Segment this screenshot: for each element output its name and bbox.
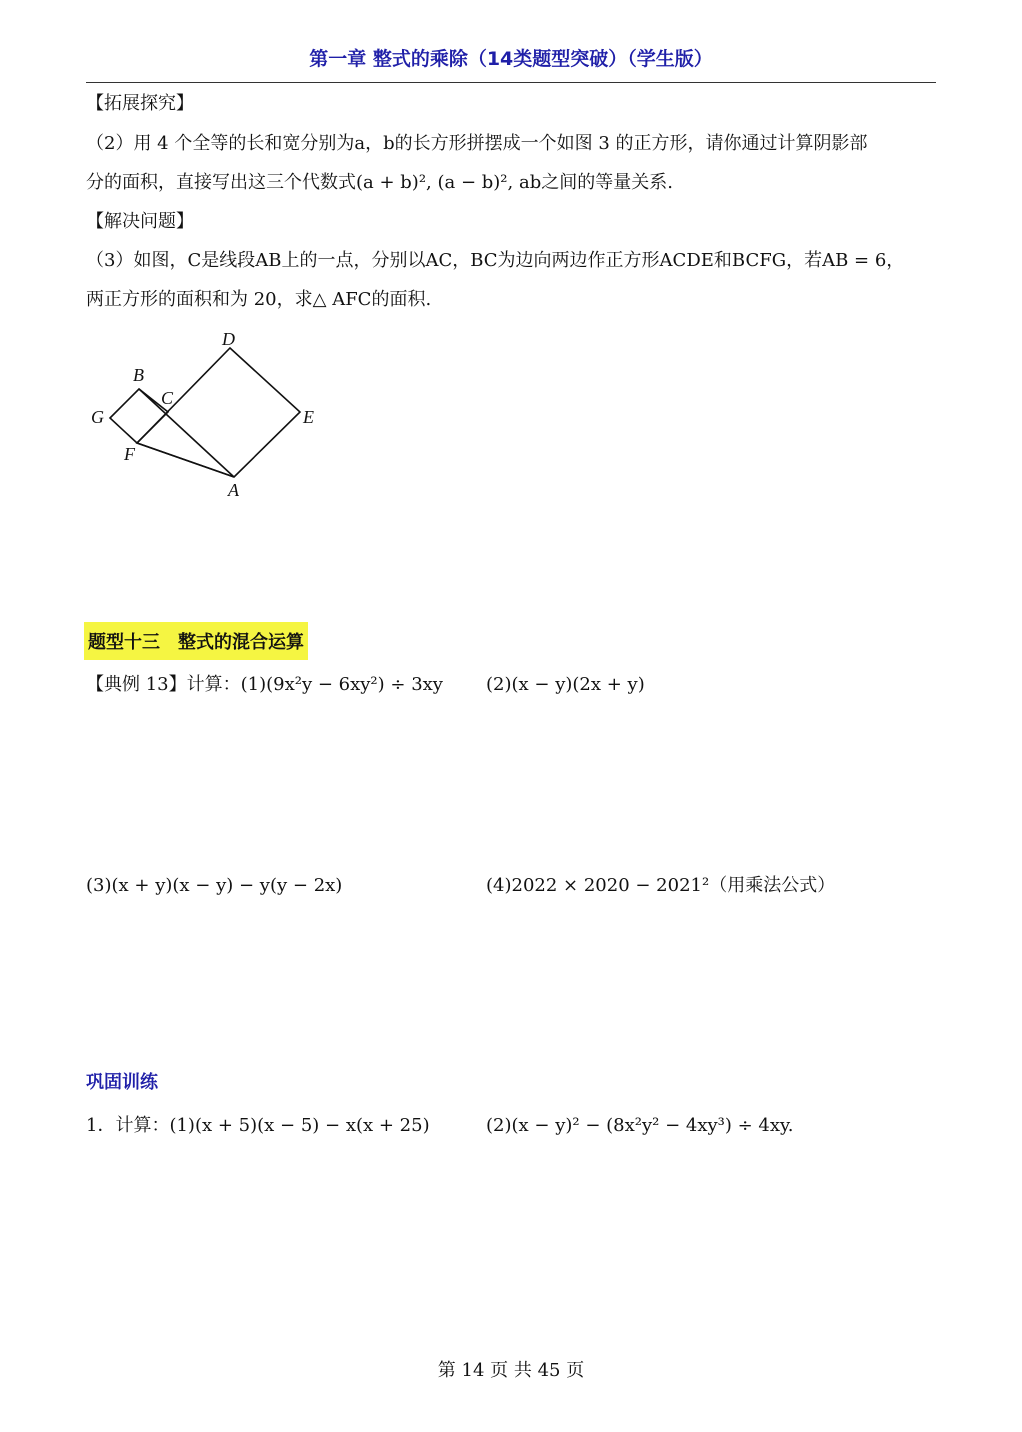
consolidation-title: 巩固训练 xyxy=(86,1072,158,1093)
label-d: D xyxy=(222,329,235,349)
label-e: E xyxy=(303,407,314,427)
header-divider xyxy=(86,82,936,83)
extend-heading: 【拓展探究】 xyxy=(86,93,194,114)
topic-13-title: 题型十三 整式的混合运算 xyxy=(84,622,308,660)
example-13-part-4: (4)2022 × 2020 − 2021²（用乘法公式） xyxy=(486,875,836,896)
label-b: B xyxy=(133,365,144,385)
segment-af xyxy=(137,443,234,477)
page-header-title: 第一章 整式的乘除（14类题型突破）（学生版） xyxy=(309,48,713,70)
square-bcfg xyxy=(110,389,168,443)
example-13-part-2: (2)(x − y)(2x + y) xyxy=(486,674,645,695)
label-a: A xyxy=(228,480,239,500)
label-c: C xyxy=(161,388,174,408)
label-f: F xyxy=(124,444,135,464)
solve-heading: 【解决问题】 xyxy=(86,211,194,232)
example-13-part-3: (3)(x + y)(x − y) − y(y − 2x) xyxy=(86,875,343,896)
practice-1-part-1: 1．计算：(1)(x + 5)(x − 5) − x(x + 25) xyxy=(86,1115,430,1136)
question-2-line-1: （2）用 4 个全等的长和宽分别为a，b的长方形拼摆成一个如图 3 的正方形，请你通过计算阴影部 xyxy=(86,133,868,154)
question-3-line-1: （3）如图，C是线段AB上的一点，分别以AC，BC为边向两边作正方形ACDE和BCFG，若AB = 6， xyxy=(86,250,905,271)
geometry-figure xyxy=(80,320,340,510)
page-footer: 第 14 页 共 45 页 xyxy=(437,1360,585,1381)
question-3-line-2: 两正方形的面积和为 20，求△ AFC的面积. xyxy=(86,289,432,310)
question-2-line-2: 分的面积，直接写出这三个代数式(a + b)², (a − b)², ab之间的等量关系. xyxy=(86,172,673,193)
example-13-part-1: 【典例 13】计算：(1)(9x²y − 6xy²) ÷ 3xy xyxy=(86,674,443,695)
practice-1-part-2: (2)(x − y)² − (8x²y² − 4xy³) ÷ 4xy. xyxy=(486,1115,794,1136)
label-g: G xyxy=(91,407,104,427)
segment-ab xyxy=(139,389,234,477)
square-acde xyxy=(137,348,300,477)
